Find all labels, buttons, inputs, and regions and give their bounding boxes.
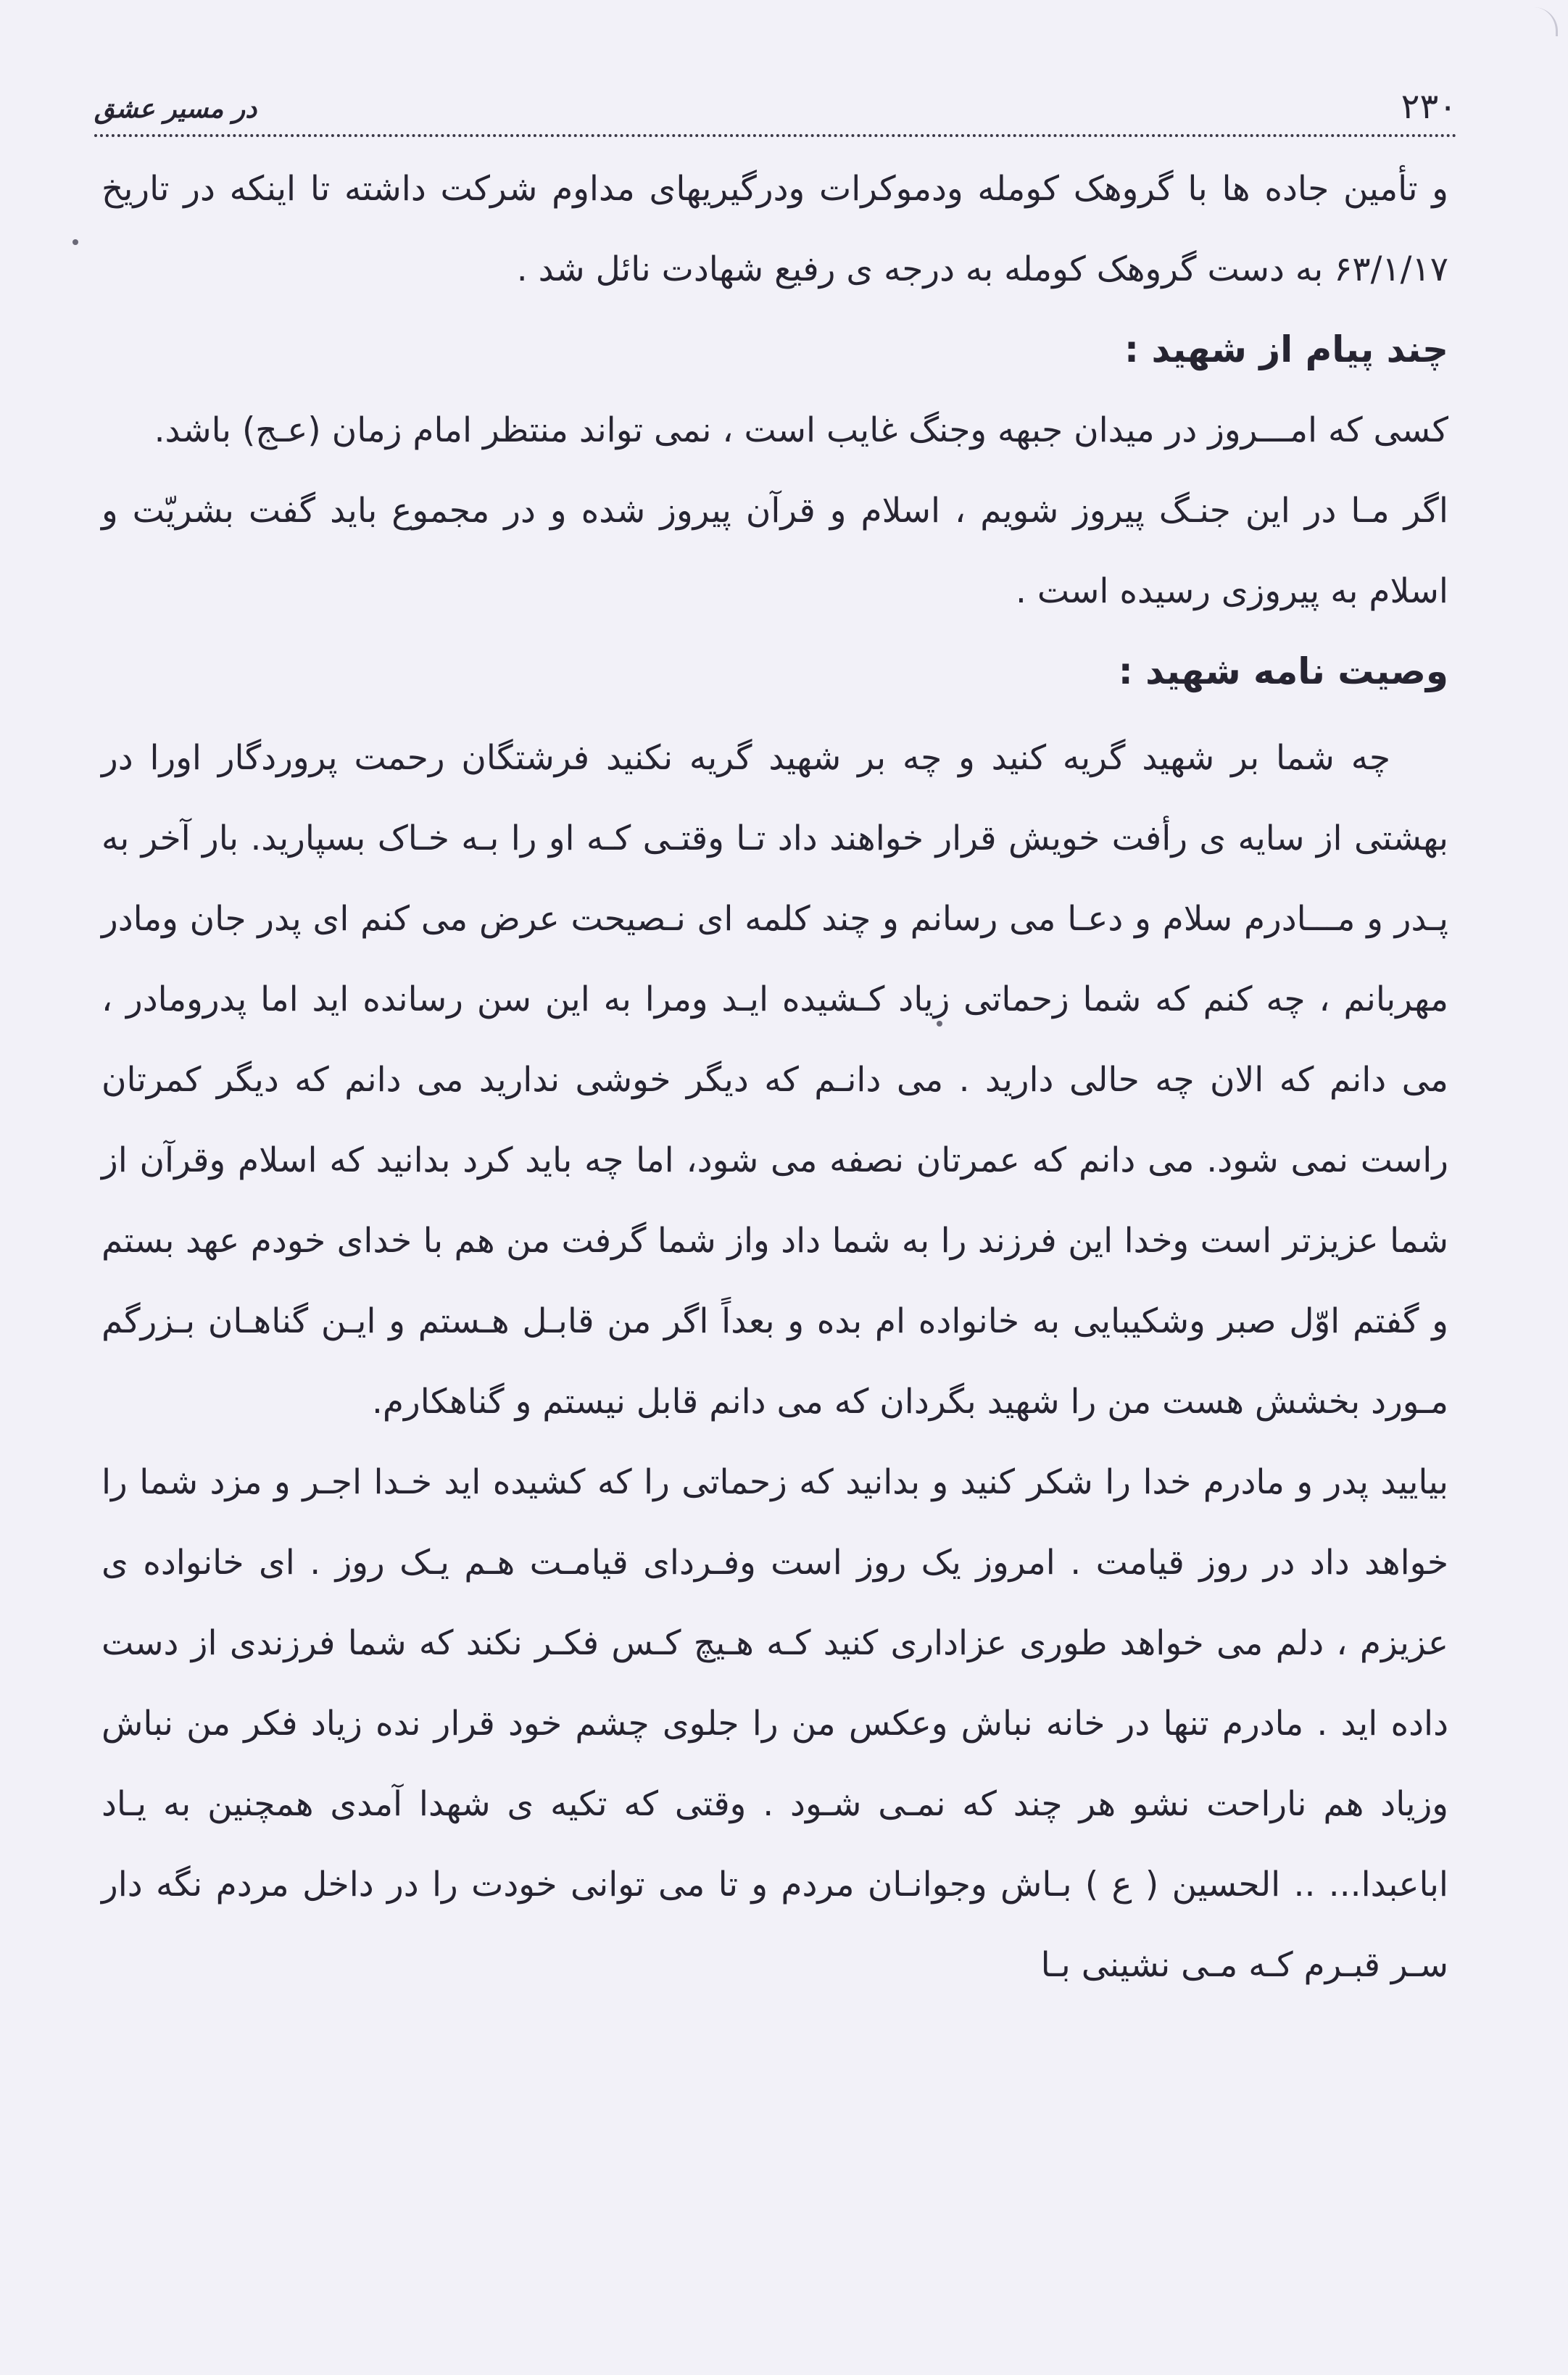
- running-title: در مسیر عشق: [94, 94, 257, 124]
- paragraph-message-2: اگر مـا در این جنـگ پیروز شویم ، اسلام و قرآن پیروز شده و در مجموع باید گفت بشریّت و اسلام به پیروزی رسیده است .: [101, 491, 1448, 611]
- heading-messages: چند پیام از شهید :: [1124, 328, 1448, 370]
- paragraph-biography-end: و تأمین جاده ها با گروهک کومله ودموکرات ودرگیریهای مداوم شرکت داشته تا اینکه در تاریخ ۶۳/۱/۱۷ به دست گروهک کومله به درجه ی رفیع شهادت نائل شد .: [101, 169, 1448, 289]
- paragraph-will-2: بیایید پدر و مادرم خدا را شکر کنید و بدانید که زحماتی را که کشیده اید خـدا اجـر و مزد شما را خواهد داد در روز قیامت . امروز یک روز است وفـردای قیامـت هـم یـک روز . ای خانواده ی عزیزم ، دلم می خواهد طوری عزاداری کنید کـه هـیچ کـس فکـر نکند که شما فرزندی از دست داده اید . مادرم تنها در خانه نباش وعکس من را جلوی چشم خود قرار نده زیاد فکر من نباش وزیاد هم ناراحت نشو هر چند که نمـی شـود . وقتی که تکیه ی شهدا آمدی همچنین به یـاد اباعبدا... .. الحسین ( ع ) بـاش وجوانـان مردم و تا می توانی خودت را در داخل مردم نگه دار سـر قبـرم کـه مـی نشینی بـا: [101, 1462, 1448, 1985]
- page-header: [94, 69, 1457, 137]
- body-text: [101, 149, 1448, 2005]
- heading-will: وصیت نامه شهید :: [1118, 650, 1448, 692]
- ink-speck: [72, 239, 78, 245]
- paragraph-will-1: چه شما بر شهید گریه کنید و چه بر شهید گریه نکنید فرشتگان رحمت پروردگار اورا در بهشتی از سایه ی رأفت خویش قرار خواهند داد تـا وقتـی کـه او را بـه خـاک بسپارید. بار آخر به پـدر و مـــادرم سلام و دعـا می رسانم و چند کلمه ای نـصیحت عرض می کنم ای پدر جان ومادر مهربانم ، چه کنم که شما زحماتی زیاد کـشیده ایـد ومرا به این سن رسانده اید اما پدرومادر ، می دانم که الان چه حالی دارید . می دانـم که دیگر خوشی ندارید می دانم که دیگر کمرتان راست نمی شود. می دانم که عمرتان نصفه می شود، اما چه باید کرد بدانید که اسلام وقرآن از شما عزیزتر است وخدا این فرزند را به شما داد واز شما گرفت من هم با خدای خودم عهد بستم و گفتم اوّل صبر وشکیبایی به خانواده ام بده و بعداً اگر من قابـل هـستم و ایـن گناهـان بـزرگم مـورد بخشش هست من را شهید بگردان که می دانم قابل نیستم و گناهکارم.: [101, 738, 1448, 1422]
- page-edge-mark: [1534, 7, 1558, 36]
- paragraph-message-1: کسی که امـــروز در میدان جبهه وجنگ غایب است ، نمی تواند منتظر امام زمان (عـج) باشد.: [154, 410, 1448, 450]
- page-number: ۲۳۰: [1401, 86, 1457, 127]
